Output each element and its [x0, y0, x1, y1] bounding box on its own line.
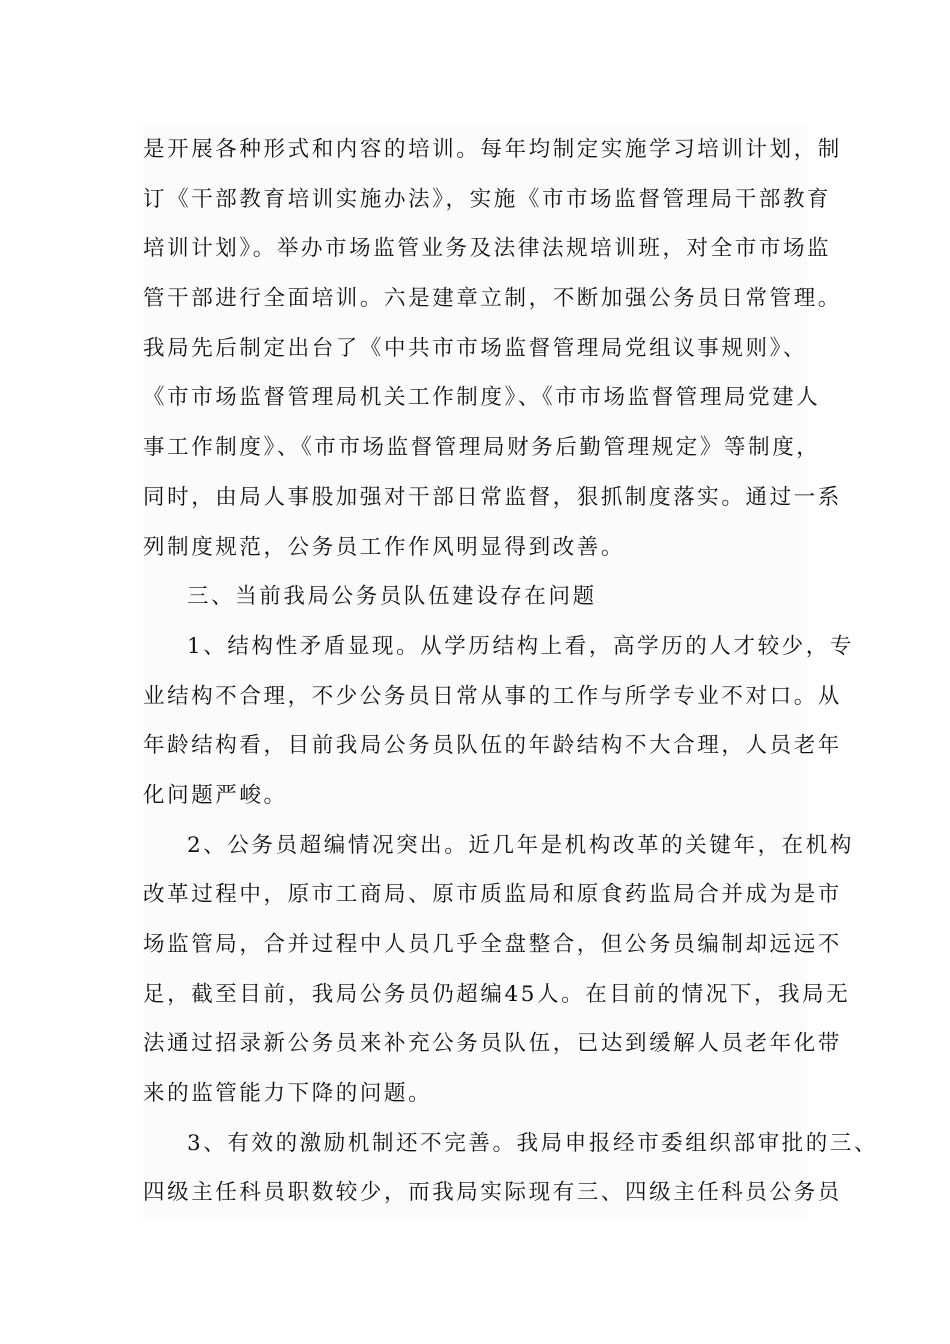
text-line: 订《干部教育培训实施办法》，实施《市市场监督管理局干部教育: [143, 186, 832, 212]
text-line: 1、结构性矛盾显现。从学历结构上看，高学历的人才较少，专: [187, 633, 854, 659]
text-line: 化问题严峻。: [143, 782, 288, 808]
text-line: 我局先后制定出台了《中共市市场监督管理局党组议事规则》、: [143, 335, 808, 361]
text-line: 2、公务员超编情况突出。近几年是机构改革的关键年，在机构: [187, 832, 854, 858]
text-line: 法通过招录新公务员来补充公务员队伍，已达到缓解人员老年化带: [143, 1031, 842, 1057]
text-line: 同时，由局人事股加强对干部日常监督，狠抓制度落实。通过一系: [143, 484, 842, 510]
text-line: 足，截至目前，我局公务员仍超编45人。在目前的情况下，我局无: [143, 981, 851, 1007]
text-line: 管干部进行全面培训。六是建章立制，不断加强公务员日常管理。: [143, 286, 842, 312]
text-line: 来的监管能力下降的问题。: [143, 1081, 433, 1107]
text-line: 列制度规范，公务员工作作风明显得到改善。: [143, 534, 626, 560]
text-line: 《市市场监督管理局机关工作制度》、《市市场监督管理局党建人: [143, 385, 821, 411]
text-line: 年龄结构看，目前我局公务员队伍的年龄结构不大合理，人员老年: [143, 733, 842, 759]
text-line: 事工作制度》、《市市场监督管理局财务后勤管理规定》等制度，: [143, 435, 821, 461]
text-line: 改革过程中，原市工商局、原市质监局和原食药监局合并成为是市: [143, 882, 842, 908]
text-line: 场监管局，合并过程中人员几乎全盘整合，但公务员编制却远远不: [143, 932, 842, 957]
document-body: [143, 125, 879, 1220]
text-line: 是开展各种形式和内容的培训。每年均制定实施学习培训计划，制: [143, 137, 842, 162]
text-line: 培训计划》。举办市场监管业务及法律法规培训班，对全市市场监: [143, 236, 832, 262]
section-heading: 三、当前我局公务员队伍建设存在问题: [187, 584, 597, 610]
text-line: 四级主任科员职数较少，而我局实际现有三、四级主任科员公务员: [143, 1180, 842, 1206]
text-line: 3、有效的激励机制还不完善。我局申报经市委组织部审批的三、: [187, 1130, 879, 1156]
text-line: 业结构不合理，不少公务员日常从事的工作与所学专业不对口。从: [143, 683, 842, 709]
